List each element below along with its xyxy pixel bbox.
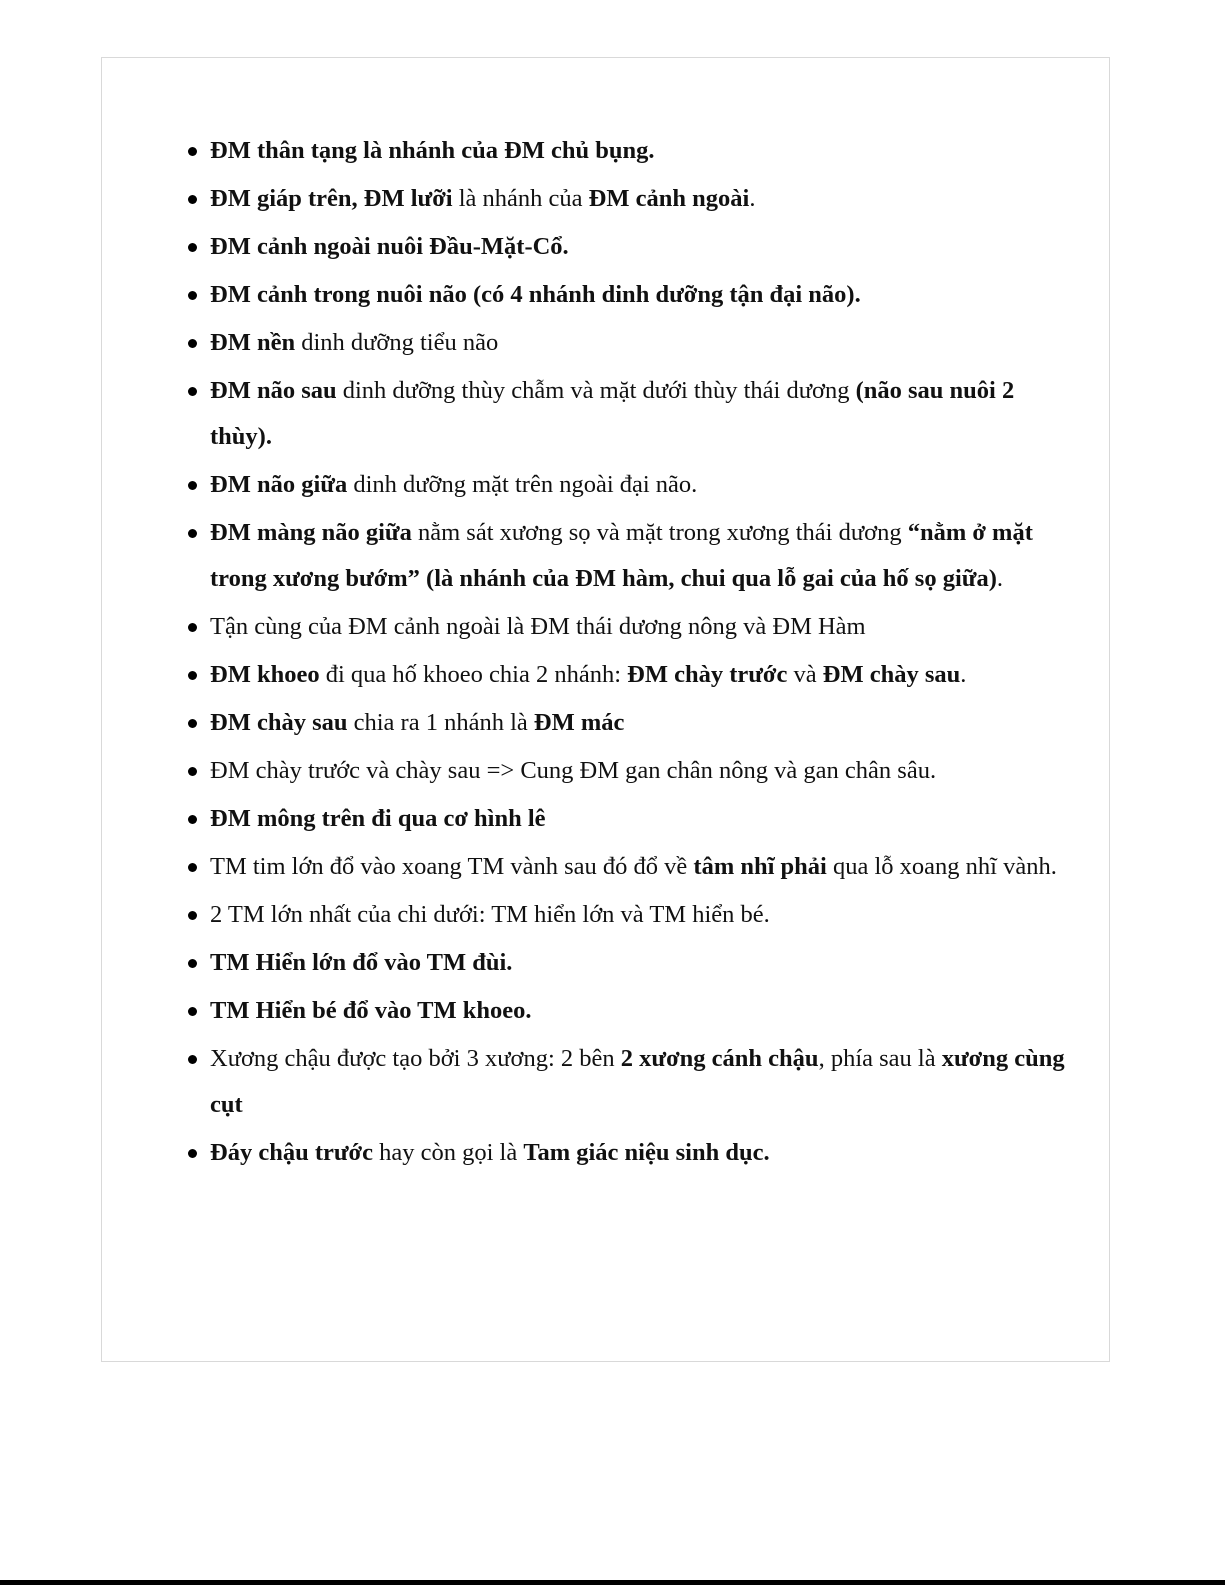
list-item bbox=[210, 844, 1065, 890]
list-item bbox=[210, 272, 1065, 318]
list-item bbox=[210, 796, 1065, 842]
list-item bbox=[210, 748, 1065, 794]
bullet-icon bbox=[188, 147, 197, 156]
text-run: ĐM chày trước và chày sau => Cung ĐM gan chân nông và gan chân sâu. bbox=[210, 757, 937, 784]
bold-text-run: ĐM thân tạng là nhánh của ĐM chủ bụng. bbox=[210, 137, 655, 164]
bullet-icon bbox=[188, 623, 197, 632]
bold-text-run: ĐM cảnh ngoài bbox=[588, 185, 750, 212]
bold-text-run: TM Hiển bé đổ vào TM khoeo. bbox=[210, 997, 532, 1024]
bullet-icon bbox=[188, 1149, 197, 1158]
bold-text-run: “nằm ở mặt trong xương bướm” (là nhánh của ĐM hàm, chui qua lỗ gai của hố sọ giữa) bbox=[210, 519, 1033, 592]
list-item bbox=[210, 1130, 1065, 1176]
bullet-icon bbox=[188, 1055, 197, 1064]
text-run: 2 TM lớn nhất của chi dưới: TM hiển lớn và TM hiển bé. bbox=[210, 901, 770, 928]
bold-text-run: 2 xương cánh chậu bbox=[620, 1045, 819, 1072]
text-run: qua lỗ xoang nhĩ vành. bbox=[826, 853, 1057, 880]
bold-text-run: Tam giác niệu sinh dục. bbox=[523, 1139, 770, 1166]
bullet-icon bbox=[188, 719, 197, 728]
text-run: . bbox=[960, 661, 967, 688]
bold-text-run: ĐM giáp trên, ĐM lưỡi bbox=[210, 185, 453, 212]
list-item bbox=[210, 892, 1065, 938]
bold-text-run: ĐM khoeo bbox=[210, 661, 320, 688]
list-item bbox=[210, 224, 1065, 270]
text-run: . bbox=[996, 565, 1003, 592]
text-run: nằm sát xương sọ và mặt trong xương thái dương bbox=[411, 519, 908, 546]
text-run: dinh dưỡng mặt trên ngoài đại não. bbox=[347, 471, 698, 498]
list-item bbox=[210, 988, 1065, 1034]
bold-text-run: xương cùng cụt bbox=[210, 1045, 1065, 1118]
bullet-icon bbox=[188, 671, 197, 680]
text-run: là nhánh của bbox=[452, 185, 589, 212]
bold-text-run: tâm nhĩ phải bbox=[693, 853, 827, 880]
list-item bbox=[210, 176, 1065, 222]
text-run: Xương chậu được tạo bởi 3 xương: 2 bên bbox=[210, 1045, 621, 1072]
bullet-icon bbox=[188, 815, 197, 824]
text-run: và bbox=[787, 661, 823, 688]
bold-text-run: ĐM mông trên đi qua cơ hình lê bbox=[210, 805, 546, 832]
text-run: hay còn gọi là bbox=[373, 1139, 524, 1166]
list-item bbox=[210, 462, 1065, 508]
bold-text-run: (não sau nuôi 2 thùy). bbox=[210, 377, 1015, 450]
bold-text-run: TM Hiển lớn đổ vào TM đùi. bbox=[210, 949, 513, 976]
list-item bbox=[210, 604, 1065, 650]
document-page bbox=[101, 57, 1110, 1362]
list-item bbox=[210, 510, 1065, 602]
bold-text-run: Đáy chậu trước bbox=[210, 1139, 373, 1166]
bullet-icon bbox=[188, 767, 197, 776]
bold-text-run: ĐM màng não giữa bbox=[210, 519, 412, 546]
text-run: , phía sau là bbox=[818, 1045, 942, 1072]
list-item bbox=[210, 128, 1065, 174]
bold-text-run: ĐM cảnh ngoài nuôi Đầu-Mặt-Cổ. bbox=[210, 233, 569, 260]
list-item bbox=[210, 368, 1065, 460]
bullet-icon bbox=[188, 863, 197, 872]
bullet-list bbox=[210, 128, 1065, 1178]
bold-text-run: ĐM cảnh trong nuôi não (có 4 nhánh dinh dưỡng tận đại não). bbox=[210, 281, 861, 308]
bottom-divider bbox=[0, 1580, 1225, 1585]
list-item bbox=[210, 700, 1065, 746]
bullet-icon bbox=[188, 195, 197, 204]
bullet-icon bbox=[188, 387, 197, 396]
bold-text-run: ĐM não sau bbox=[210, 377, 337, 404]
text-run: TM tim lớn đổ vào xoang TM vành sau đó đổ về bbox=[210, 853, 694, 880]
bullet-icon bbox=[188, 529, 197, 538]
text-run: dinh dưỡng tiểu não bbox=[295, 329, 499, 356]
list-item bbox=[210, 320, 1065, 366]
list-item bbox=[210, 940, 1065, 986]
text-run: . bbox=[749, 185, 756, 212]
text-run: đi qua hố khoeo chia 2 nhánh: bbox=[319, 661, 628, 688]
text-run: chia ra 1 nhánh là bbox=[347, 709, 534, 736]
bullet-icon bbox=[188, 959, 197, 968]
bold-text-run: ĐM chày trước bbox=[627, 661, 788, 688]
bullet-icon bbox=[188, 1007, 197, 1016]
text-run: dinh dưỡng thùy chẫm và mặt dưới thùy thái dương bbox=[336, 377, 856, 404]
bullet-icon bbox=[188, 291, 197, 300]
bold-text-run: ĐM não giữa bbox=[210, 471, 348, 498]
text-run: Tận cùng của ĐM cảnh ngoài là ĐM thái dương nông và ĐM Hàm bbox=[210, 613, 866, 640]
bold-text-run: ĐM mác bbox=[533, 709, 625, 736]
bullet-icon bbox=[188, 911, 197, 920]
bold-text-run: ĐM nền bbox=[210, 329, 296, 356]
bullet-icon bbox=[188, 481, 197, 490]
list-item bbox=[210, 652, 1065, 698]
list-item bbox=[210, 1036, 1065, 1128]
bullet-icon bbox=[188, 339, 197, 348]
bold-text-run: ĐM chày sau bbox=[210, 709, 348, 736]
bullet-icon bbox=[188, 243, 197, 252]
bold-text-run: ĐM chày sau bbox=[822, 661, 961, 688]
